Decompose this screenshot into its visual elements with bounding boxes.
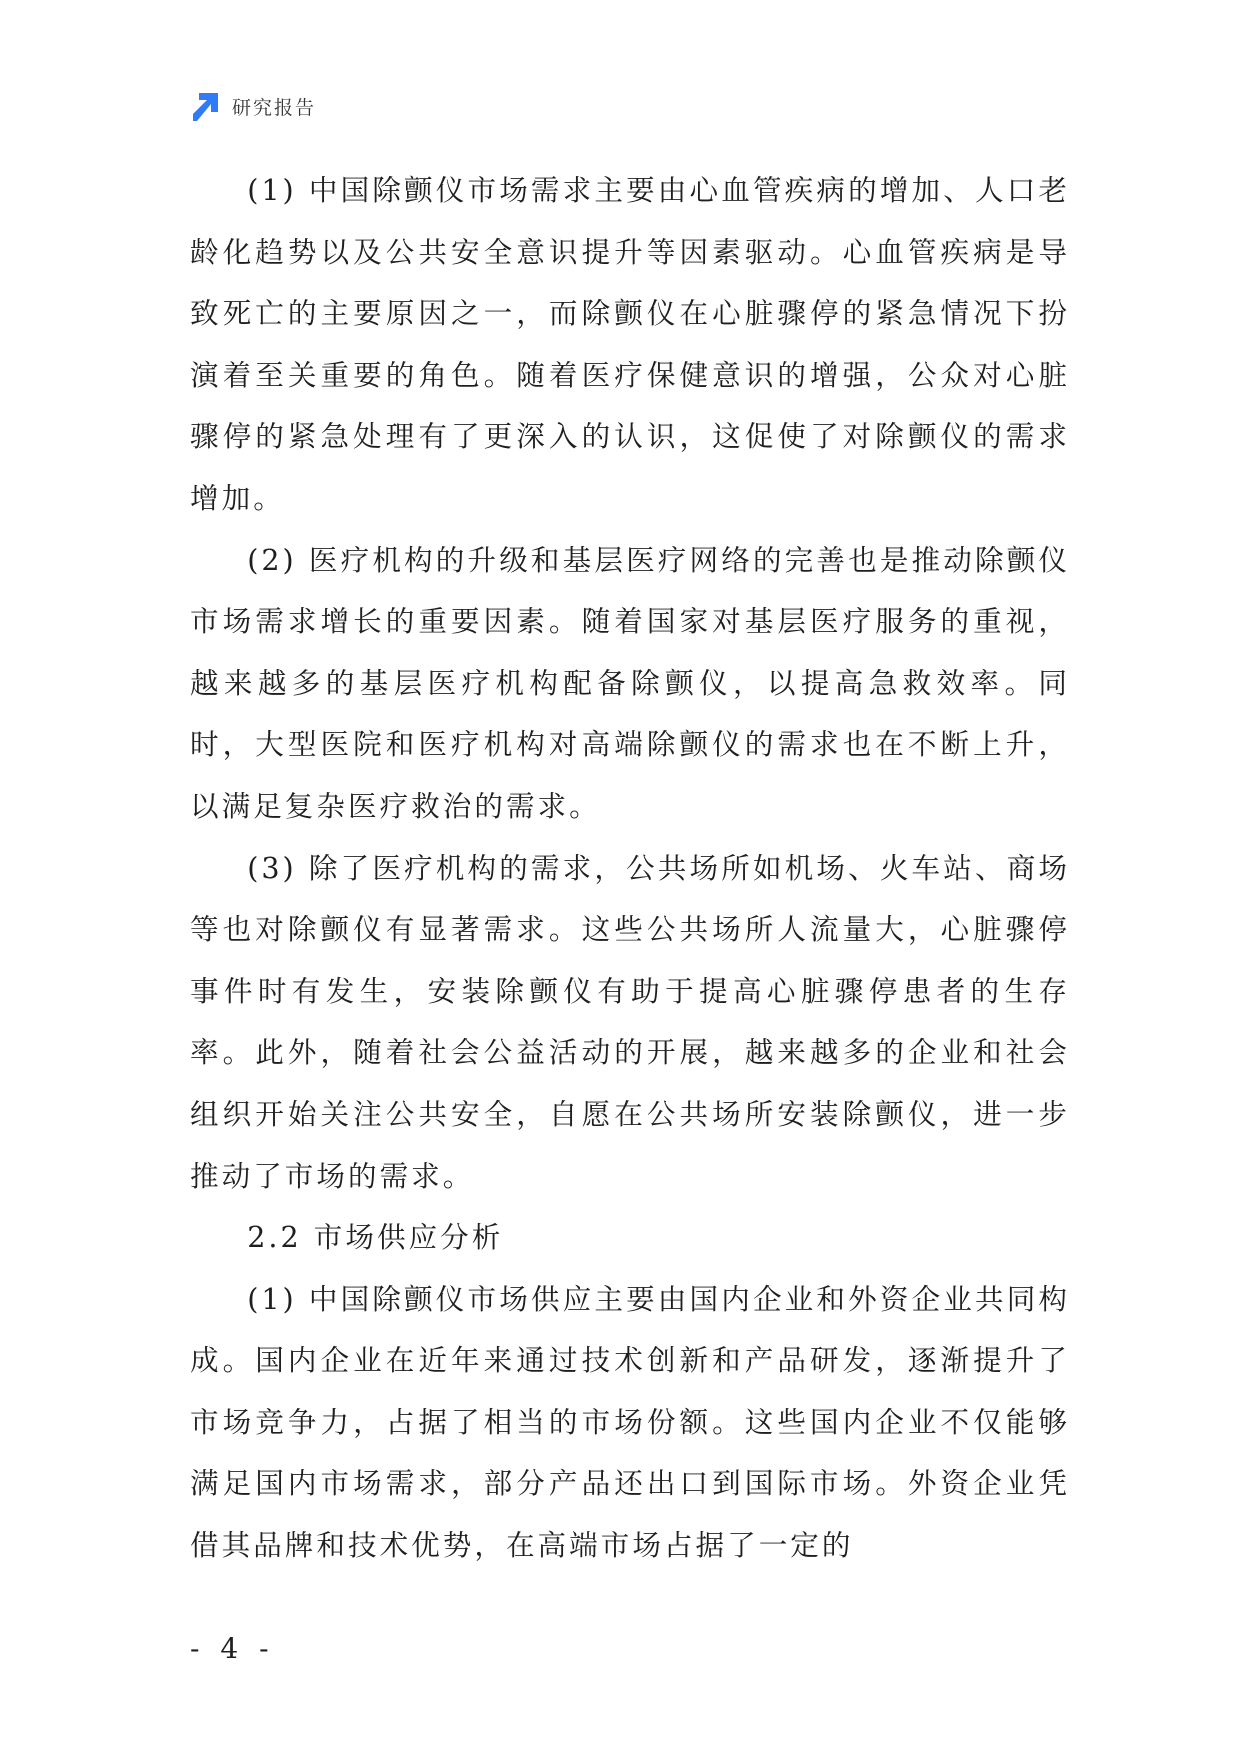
header-title: 研究报告 bbox=[232, 96, 317, 119]
paragraph: (1) 中国除颤仪市场供应主要由国内企业和外资企业共同构成。国内企业在近年来通过技术创新和产品研发，逐渐提升了市场竞争力，占据了相当的市场份额。这些国内企业不仅能够满足国内市场需求，部分产品还出口到国际市场。外资企业凭借其品牌和技术优势，在高端市场占据了一定的 bbox=[190, 1281, 1070, 1563]
document-body bbox=[190, 160, 1070, 1577]
arrow-up-right-icon bbox=[190, 91, 220, 121]
section-heading: 2.2 市场供应分析 bbox=[247, 1220, 504, 1255]
paragraph: (2) 医疗机构的升级和基层医疗网络的完善也是推动除颤仪市场需求增长的重要因素。随着国家对基层医疗服务的重视，越来越多的基层医疗机构配备除颤仪，以提高急救效率。同时，大型医院和医疗机构对高端除颤仪的需求也在不断上升，以满足复杂医疗救治的需求。 bbox=[190, 542, 1070, 823]
paragraph: (3) 除了医疗机构的需求，公共场所如机场、火车站、商场等也对除颤仪有显著需求。这些公共场所人流量大，心脏骤停事件时有发生，安装除颤仪有助于提高心脏骤停患者的生存率。此外，随着社会公益活动的开展，越来越多的企业和社会组织开始关注公共安全，自愿在公共场所安装除颤仪，进一步推动了市场的需求。 bbox=[190, 850, 1070, 1193]
page-header bbox=[190, 88, 316, 124]
page-number: - 4 - bbox=[190, 1632, 275, 1665]
paragraph: (1) 中国除颤仪市场需求主要由心血管疾病的增加、人口老龄化趋势以及公共安全意识提升等因素驱动。心血管疾病是导致死亡的主要原因之一，而除颤仪在心脏骤停的紧急情况下扮演着至关重要的角色。随着医疗保健意识的增强，公众对心脏骤停的紧急处理有了更深入的认识，这促使了对除颤仪的需求增加。 bbox=[190, 173, 1070, 515]
